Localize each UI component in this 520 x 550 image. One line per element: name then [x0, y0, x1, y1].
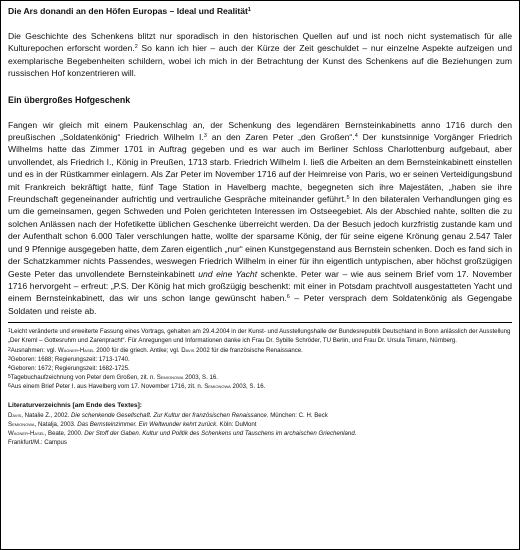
- footnote: [8, 373, 512, 382]
- text-run: 2000 für die griech. Antike; vgl.: [94, 346, 182, 354]
- text-run: Geboren: 1672; Regierungszeit: 1682-1725.: [10, 364, 130, 372]
- author-name: Semionowa: [156, 374, 184, 382]
- text-run: , Natalja, 2003.: [34, 420, 78, 428]
- text-run: schenkte. Peter war – wie aus seinem Brief vom 17. November 1716 hervorgeht – erfreut: „P.S. Der König hat mich großzügig beschenkt: mit einer in Potsdam prachtvoll ausgestatteten Yacht und einem Bernsteinkabinett, das wir uns schon lange gewünscht haben.: [8, 268, 513, 304]
- footnotes: [8, 327, 512, 391]
- footnote-number: 3: [8, 355, 11, 362]
- footnote-number: 1: [8, 328, 11, 335]
- text-run: , Beate, 2000.: [44, 429, 85, 437]
- text-run: 2003, S. 16.: [230, 383, 266, 391]
- document-title: Die Ars donandi an den Höfen Europas – Ideal und Realität$^1$: [8, 6, 251, 16]
- body-paragraph: [8, 119, 512, 318]
- footnote-ref: 1: [247, 7, 251, 13]
- footnote-ref: 4: [354, 133, 358, 140]
- italic-run: Die schenkende Gesellschaft. Zur Kultur der französischen Renaissance: [71, 411, 267, 419]
- footnote-number: 6: [8, 383, 11, 390]
- text-run: In den bilateralen Verhandlungen ging es um die gemeinsamen, gegen Schweden und Polen gerichteten Interessen im Ostseegebiet. Als der Abschied nahte, sollten die zu solchen Anlässen nach der Hofetikette üblichen Geschenke überreicht werden. Da der Besuch jedoch kurzfristig zustande kam und der Aufenthalt schon 6.000 Taler verschlungen hatte, wollte der sparsame König, der für seine eigene Krönung genau 2.547 Taler und 9 Pfennige ausgegeben hatte, dem Zaren eigentlich „nur“ einen Kunstgegenstand aus Bernstein schenken. Doch es fand sich in der Schatzkammer nichts Passendes, weswegen Friedrich Wilhelm in einer für ihn eigentlich untypischen, aber höchst großzügigen Geste Peter das unvollendete Bernsteinkabinett: [8, 194, 512, 279]
- text-run: .: [354, 429, 357, 437]
- text-run: Geboren: 1688; Regierungszeit: 1713-1740.: [10, 355, 130, 363]
- italic-run: Das Bernsteinzimmer. Ein Weltwunder kehrt zurück: [77, 420, 217, 428]
- text-run: – Peter versprach dem Soldatenkönig als Gegengabe Soldaten und reiste ab.: [8, 293, 513, 316]
- text-run: So kann ich hier – auch der Kürze der Zeit geschuldet – nur einzelne Aspekte aufzeigen und exemplarische Begebenheiten schildern, wobei ich mich in der Betrachtung der Kunst des Schenkens auf die Beziehungen zum russischen Hof konzentrieren will.: [8, 43, 512, 79]
- footnote-number: 4: [8, 364, 11, 371]
- text-run: . Köln: DuMont: [216, 420, 257, 428]
- footnote: [8, 327, 512, 345]
- italic-run: Der Stoff der Gaben. Kultur und Politik des Schenkens und Tauschens im archaischen Griechenland: [84, 429, 355, 437]
- references: [8, 411, 512, 448]
- text-run: Aus einem Brief Peter I. aus Havelberg vom 17. November 1716, zit. n.: [10, 383, 205, 391]
- section-heading: Ein übergroßes Hofgeschenk: [8, 94, 131, 105]
- italic-run: und eine Yacht: [198, 268, 258, 279]
- footnote: [8, 382, 512, 391]
- text-run: . München: C. H. Beck: [266, 411, 328, 419]
- reference-entry: [8, 420, 512, 429]
- footnote-number: 5: [8, 374, 11, 381]
- author-name: Semionowa: [204, 383, 231, 391]
- reference-entry: [8, 438, 512, 447]
- author-name: Semionowa: [8, 420, 35, 428]
- text-run: an den Zaren Peter „den Großen“.: [206, 132, 355, 143]
- intro-paragraph: [8, 30, 512, 80]
- author-name: Davis: [181, 346, 195, 354]
- references-title: Literaturverzeichnis [am Ende des Textes]:: [8, 401, 142, 409]
- footnote-number: 2: [8, 346, 11, 353]
- footnote: [8, 355, 512, 364]
- reference-entry: [8, 429, 512, 438]
- author-name: Wagner-Hasel: [57, 346, 95, 354]
- footnote-divider: [8, 322, 512, 323]
- text-run: Ausnahmen: vgl.: [10, 346, 58, 354]
- text-run: Tagebuchaufzeichnung von Peter dem Großen, zit. n.: [10, 374, 157, 382]
- footnote: [8, 346, 512, 355]
- author-name: Davis: [8, 411, 22, 419]
- footnote-ref: 5: [346, 195, 350, 202]
- footnote: [8, 364, 512, 373]
- text-run: 2002 für die französische Renaissance.: [194, 346, 303, 354]
- reference-entry: [8, 411, 512, 420]
- text-run: Frankfurt/M.: Campus: [8, 439, 67, 447]
- text-run: Leicht veränderte und erweiterte Fassung eines Vortrags, gehalten am 29.4.2004 in der Kunst- und Ausstellungshalle der Bundesrepublik Deutschland in Bonn anlässlich der Ausstellung „Der Kreml – Gottesruhm und Zarenpracht“. Für Anregungen und Informationen danke ich Frau Dr. Sybille Schröder, TU Berlin, und Frau Dr. Ursula Timann, Nürnberg.: [8, 328, 511, 345]
- text-run: Die Geschichte des Schenkens blitzt nur sporadisch in den historischen Quellen auf und ist noch nicht systematisch für alle Kulturepochen erforscht worden.: [8, 31, 512, 54]
- footnote-ref: 2: [134, 44, 138, 51]
- author-name: Wagner-Hasel: [8, 429, 45, 437]
- text-run: Der kunstsinnige Vorgänger Friedrich Wilhelms hatte das Zimmer 1701 in Auftrag gegeben und es war auch im Berliner Schloss Charlottenburg aufgebaut, aber unvollendet, als Friedrich I., König in Preußen, 1713 starb. Friedrich Wilhelm I. ließ die Arbeiten an dem Bernsteinkabinett einstellen und es in der Rüstkammer einlagern. Als Zar Peter im November 1716 auf der Heimreise von Paris, wo er seinen Verteidigungsbund mit Frankreich bekräftigt hatte, fünf Tage Station in Havelberg machte, begegneten sich ihre Majestäten, „haben sie ihre Freundschaft gegeneinander aufrichtig und vertrauliche Gespräche miteinander geführt.: [8, 132, 513, 205]
- text-run: Fangen wir gleich mit einem Paukenschlag an, der Schenkung des legendären Bernsteinkabinetts anno 1716 durch den preußischen „Soldatenkönig“ Friedrich Wilhelm I.: [8, 119, 512, 143]
- text-run: 2003, S. 16.: [183, 374, 218, 382]
- footnote-ref: 6: [286, 294, 290, 301]
- text-run: , Natalie Z., 2002.: [21, 411, 72, 419]
- footnote-ref: 3: [203, 133, 207, 140]
